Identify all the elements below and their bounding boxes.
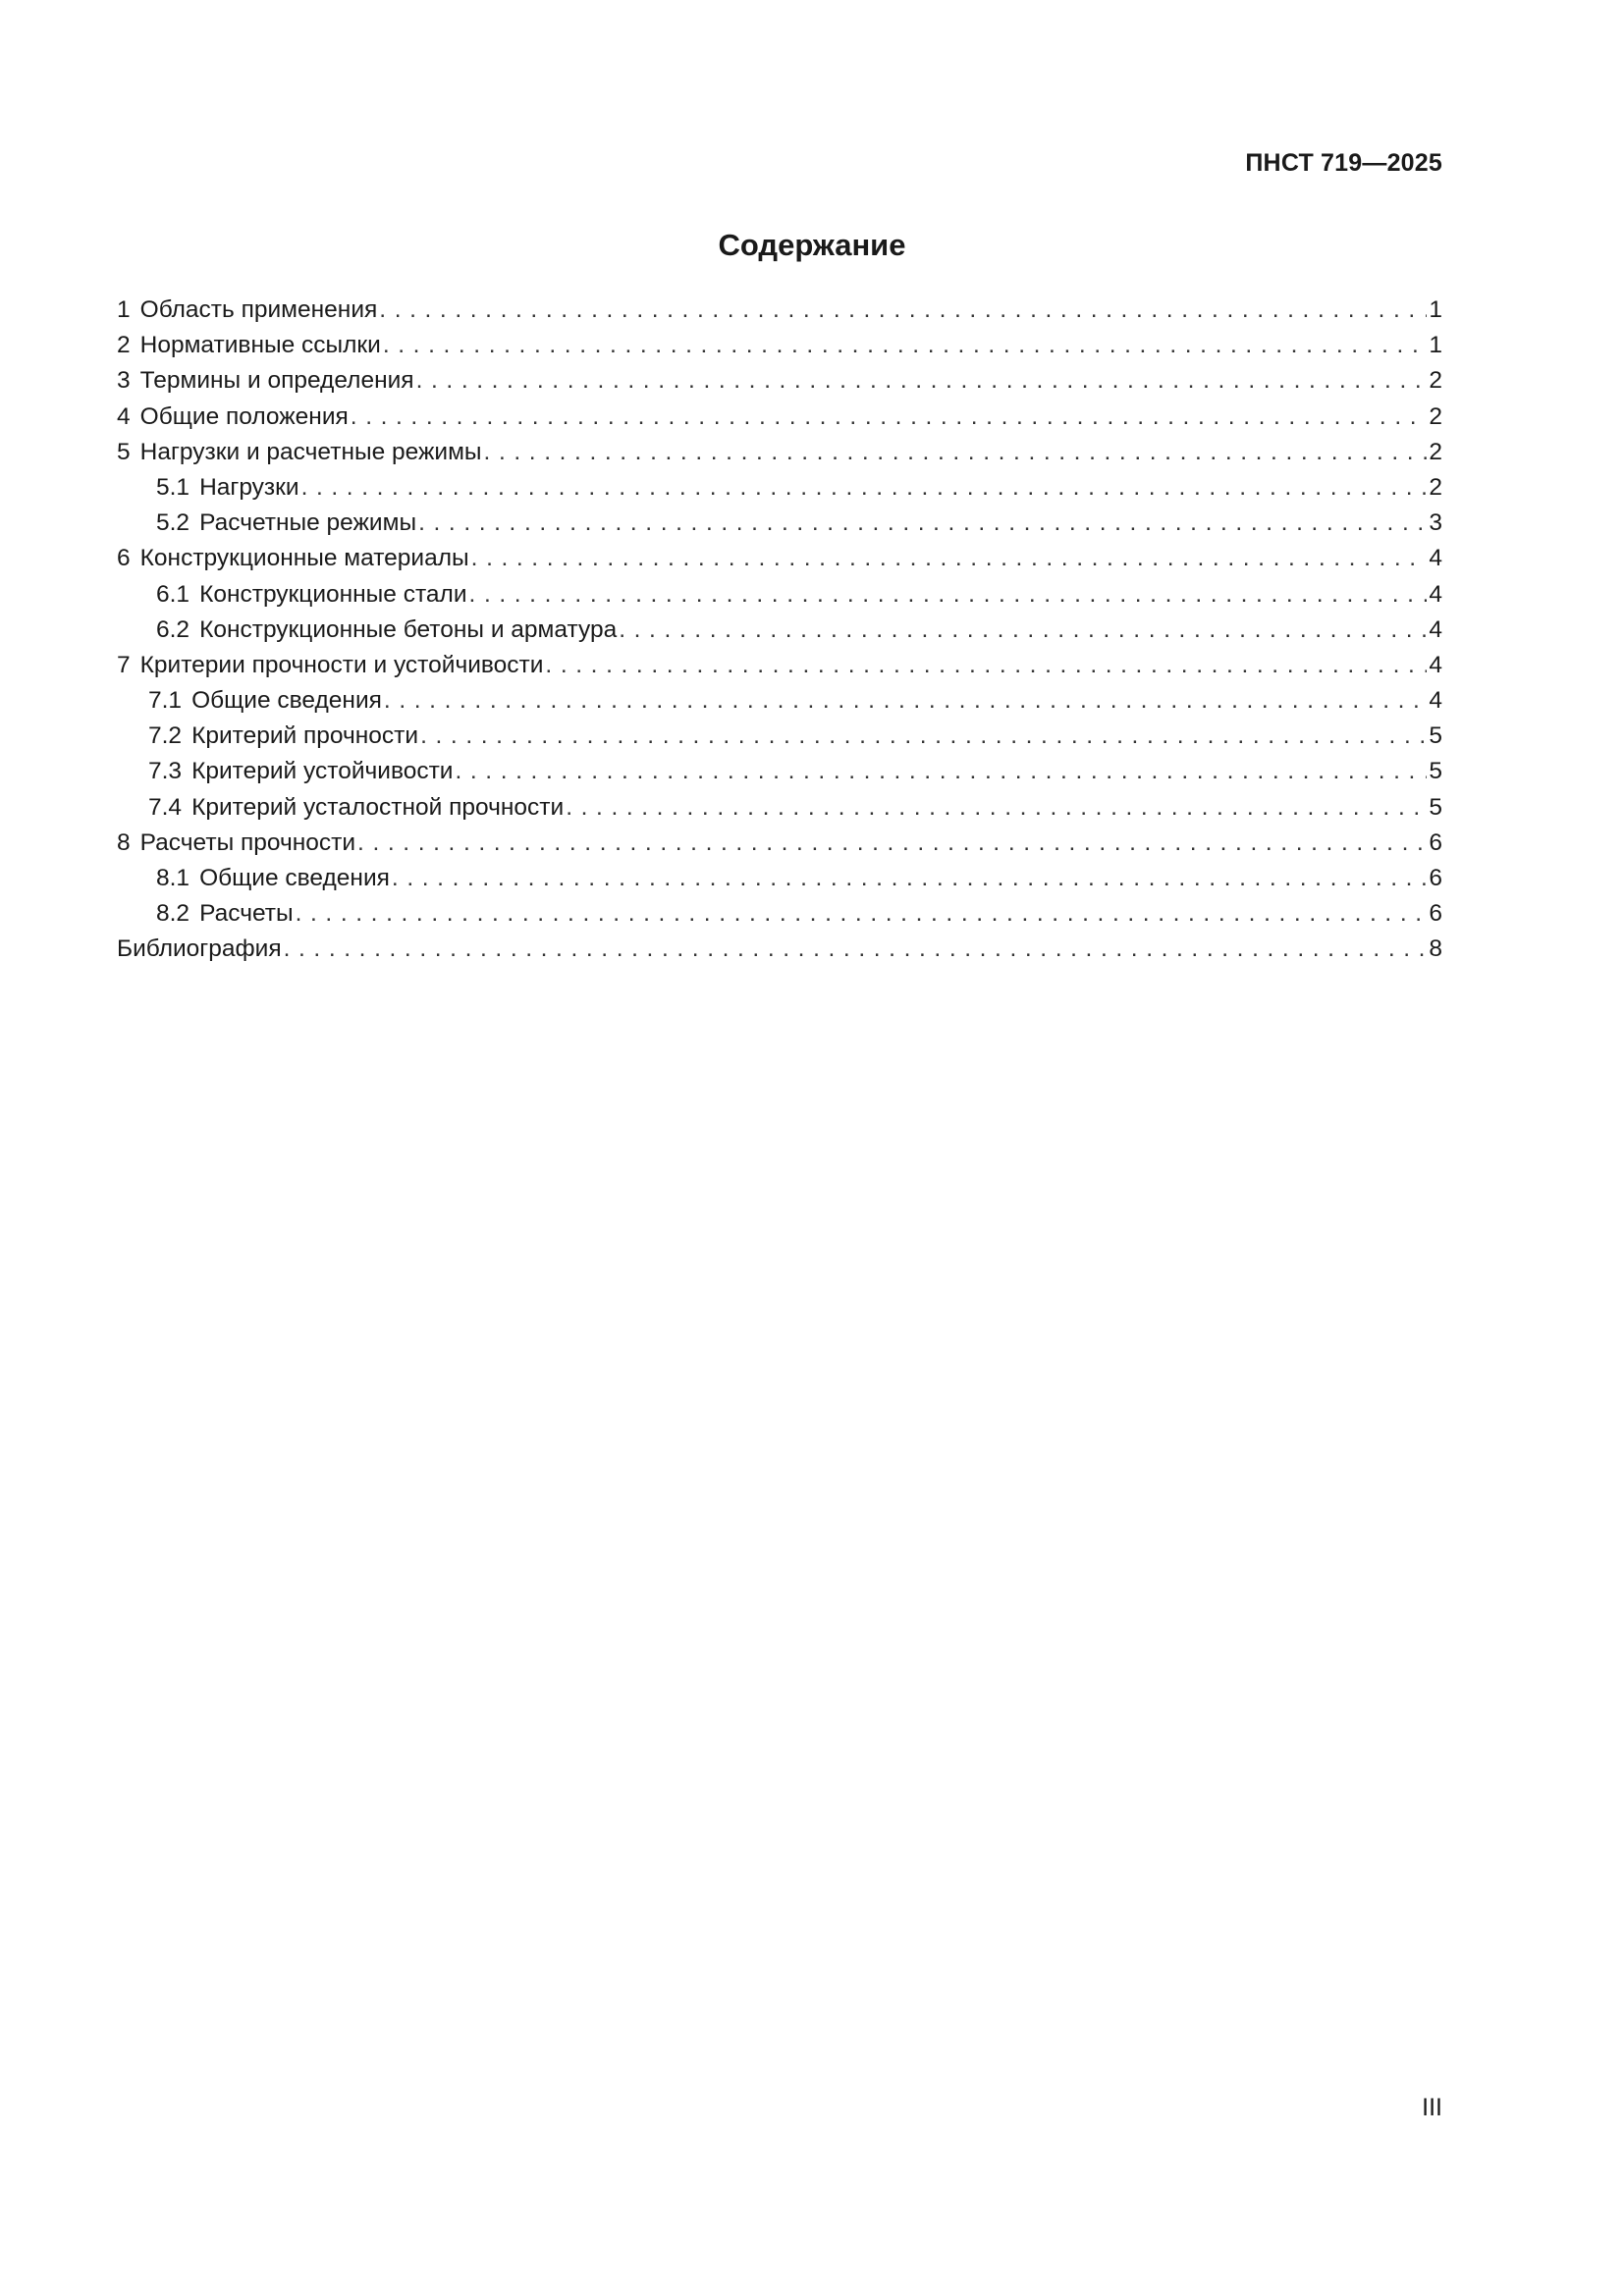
toc-entry-page: 2 <box>1429 473 1442 501</box>
dot-leader <box>455 754 1427 789</box>
toc-entry-page: 5 <box>1429 722 1442 750</box>
toc-entry-page: 1 <box>1429 332 1442 359</box>
toc-entry-label: Термины и определения <box>139 367 414 395</box>
toc-entry-number: 3 <box>117 367 131 395</box>
dot-leader <box>484 435 1427 470</box>
toc-entry-page: 6 <box>1429 828 1442 856</box>
toc-entry-label: Общие сведения <box>191 687 382 715</box>
dot-leader <box>351 400 1427 435</box>
toc-entry-number: 7.2 <box>148 722 183 750</box>
toc-entry-page: 2 <box>1429 367 1442 395</box>
toc-subentry[interactable] <box>117 896 1442 932</box>
toc-entry-label: Библиография <box>117 935 282 963</box>
toc-entry[interactable] <box>117 328 1442 363</box>
toc-entry-label: Нагрузки <box>199 473 299 501</box>
toc-entry-page: 5 <box>1429 793 1442 821</box>
toc-entry-number: 6 <box>117 545 131 572</box>
toc-entry-label: Критерий усталостной прочности <box>191 793 565 821</box>
toc-entry-page: 4 <box>1429 687 1442 715</box>
toc-subentry[interactable] <box>117 577 1442 613</box>
toc-entry-page: 6 <box>1429 865 1442 891</box>
dot-leader <box>469 577 1427 613</box>
toc-entry-label: Область применения <box>139 296 378 323</box>
toc-entry-number: 7.1 <box>148 687 183 715</box>
toc-entry-number: 7 <box>117 651 131 678</box>
toc-entry-label: Нормативные ссылки <box>139 332 381 359</box>
dot-leader <box>416 363 1427 399</box>
toc-entry-label: Общие положения <box>139 402 349 430</box>
toc-entry-label: Расчеты <box>199 900 294 928</box>
dot-leader <box>471 541 1427 576</box>
toc-entry-page: 2 <box>1429 438 1442 465</box>
page-title: Содержание <box>718 228 906 262</box>
toc-entry[interactable] <box>117 400 1442 435</box>
toc-entry-bibliography[interactable] <box>117 932 1442 967</box>
toc-entry-number: 5 <box>117 438 131 465</box>
toc-entry-label: Критерии прочности и устойчивости <box>139 651 544 678</box>
toc-entry-page: 8 <box>1429 935 1442 963</box>
dot-leader <box>392 861 1427 896</box>
toc-entry-number: 7.3 <box>148 758 183 785</box>
dot-leader <box>418 506 1427 541</box>
dot-leader <box>420 719 1427 754</box>
toc-entry-number: 8.2 <box>156 900 190 928</box>
toc-subentry[interactable] <box>117 861 1442 896</box>
toc-entry-label: Конструкционные стали <box>199 580 467 608</box>
toc-entry-label: Критерий устойчивости <box>191 758 454 785</box>
dot-leader <box>284 932 1427 967</box>
toc-subentry[interactable] <box>117 506 1442 541</box>
table-of-contents <box>117 293 1442 968</box>
toc-subentry[interactable] <box>117 719 1442 754</box>
toc-entry-page: 4 <box>1429 580 1442 608</box>
toc-entry-number: 5.1 <box>156 473 190 501</box>
toc-entry-page: 4 <box>1429 545 1442 572</box>
toc-entry-label: Конструкционные бетоны и арматура <box>199 615 618 643</box>
dot-leader <box>296 896 1427 932</box>
toc-subentry[interactable] <box>117 613 1442 648</box>
toc-entry-page: 5 <box>1429 758 1442 785</box>
dot-leader <box>619 613 1427 648</box>
dot-leader <box>566 790 1427 826</box>
toc-subentry[interactable] <box>117 754 1442 789</box>
toc-entry-page: 2 <box>1429 402 1442 430</box>
toc-entry[interactable] <box>117 826 1442 861</box>
toc-entry[interactable] <box>117 293 1442 328</box>
toc-entry-page: 1 <box>1429 296 1442 323</box>
toc-entry-number: 4 <box>117 402 131 430</box>
toc-entry-label: Нагрузки и расчетные режимы <box>139 438 482 465</box>
toc-entry[interactable] <box>117 435 1442 470</box>
toc-entry-number: 6.1 <box>156 580 190 608</box>
toc-entry-number: 8 <box>117 828 131 856</box>
toc-entry-number: 7.4 <box>148 793 183 821</box>
toc-entry[interactable] <box>117 541 1442 576</box>
dot-leader <box>301 470 1427 506</box>
toc-entry-label: Конструкционные материалы <box>139 545 469 572</box>
toc-entry-number: 6.2 <box>156 615 190 643</box>
toc-entry-number: 5.2 <box>156 509 190 537</box>
toc-entry-number: 1 <box>117 296 131 323</box>
toc-entry-label: Расчетные режимы <box>199 509 417 537</box>
dot-leader <box>357 826 1427 861</box>
toc-subentry[interactable] <box>117 470 1442 506</box>
dot-leader <box>383 328 1427 363</box>
toc-subentry[interactable] <box>117 790 1442 826</box>
page-number: III <box>1422 2094 1442 2121</box>
toc-entry-label: Критерий прочности <box>191 722 419 750</box>
toc-subentry[interactable] <box>117 683 1442 719</box>
dot-leader <box>379 293 1427 328</box>
toc-entry-page: 6 <box>1429 900 1442 928</box>
toc-entry[interactable] <box>117 363 1442 399</box>
toc-entry-page: 4 <box>1429 651 1442 678</box>
document-code: ПНСТ 719—2025 <box>1245 149 1442 177</box>
toc-entry-number: 2 <box>117 332 131 359</box>
toc-entry[interactable] <box>117 648 1442 683</box>
toc-entry-label: Расчеты прочности <box>139 828 356 856</box>
dot-leader <box>384 683 1427 719</box>
toc-entry-number: 8.1 <box>156 865 190 891</box>
toc-entry-label: Общие сведения <box>199 865 390 891</box>
dot-leader <box>545 648 1427 683</box>
toc-entry-page: 3 <box>1429 509 1442 537</box>
toc-entry-page: 4 <box>1429 615 1442 643</box>
